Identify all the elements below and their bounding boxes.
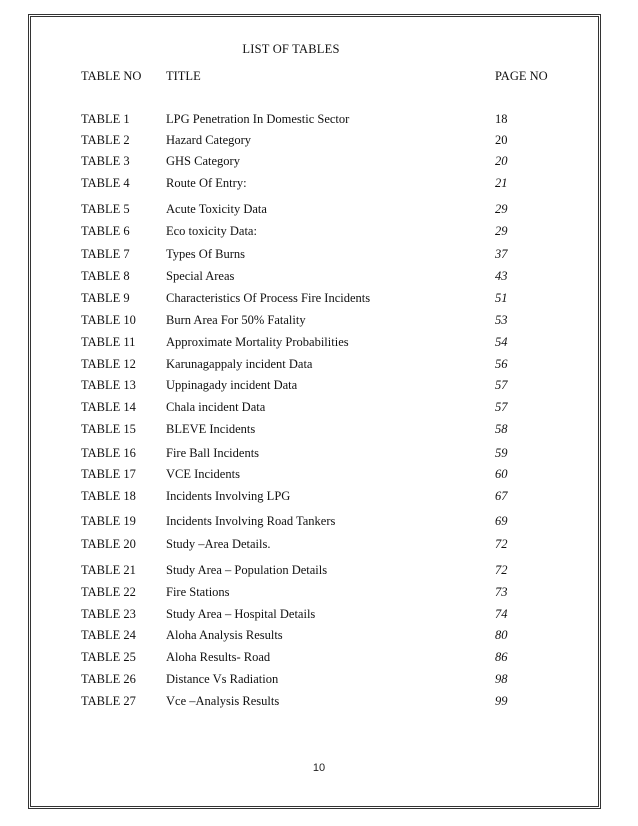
table-page-number: 43 bbox=[495, 269, 508, 283]
table-title: Fire Stations bbox=[166, 585, 230, 599]
table-number: TABLE 5 bbox=[81, 202, 130, 216]
table-page-number: 69 bbox=[495, 514, 508, 528]
table-title: Uppinagady incident Data bbox=[166, 378, 298, 392]
table-title: Hazard Category bbox=[166, 133, 252, 147]
table-row bbox=[0, 357, 638, 375]
table-row bbox=[0, 247, 638, 265]
table-row bbox=[0, 269, 638, 287]
table-row bbox=[0, 154, 638, 172]
page-heading: LIST OF TABLES bbox=[242, 42, 340, 56]
table-title: Aloha Results- Road bbox=[166, 650, 271, 664]
table-title: Study Area – Hospital Details bbox=[166, 607, 316, 621]
table-row bbox=[0, 291, 638, 309]
table-number: TABLE 15 bbox=[81, 422, 136, 436]
table-page-number: 67 bbox=[495, 489, 508, 503]
table-row bbox=[0, 133, 638, 151]
table-row bbox=[0, 378, 638, 396]
table-title: Acute Toxicity Data bbox=[166, 202, 267, 216]
table-page-number: 37 bbox=[495, 247, 508, 261]
table-title: Karunagappaly incident Data bbox=[166, 357, 313, 371]
table-title: Incidents Involving Road Tankers bbox=[166, 514, 336, 528]
table-row bbox=[0, 585, 638, 603]
table-row bbox=[0, 650, 638, 668]
table-number: TABLE 16 bbox=[81, 446, 136, 460]
table-row bbox=[0, 563, 638, 581]
table-page-number: 21 bbox=[495, 176, 508, 190]
table-page-number: 56 bbox=[495, 357, 508, 371]
table-page-number: 60 bbox=[495, 467, 508, 481]
table-page-number: 51 bbox=[495, 291, 508, 305]
table-number: TABLE 4 bbox=[81, 176, 130, 190]
table-row bbox=[0, 202, 638, 220]
table-number: TABLE 18 bbox=[81, 489, 136, 503]
table-page-number: 99 bbox=[495, 694, 508, 708]
table-title: Incidents Involving LPG bbox=[166, 489, 291, 503]
table-page-number: 86 bbox=[495, 650, 508, 664]
table-row bbox=[0, 400, 638, 418]
table-number: TABLE 27 bbox=[81, 694, 136, 708]
table-number: TABLE 17 bbox=[81, 467, 136, 481]
table-row bbox=[0, 112, 638, 130]
table-title: Distance Vs Radiation bbox=[166, 672, 279, 686]
table-number: TABLE 26 bbox=[81, 672, 136, 686]
table-title: Burn Area For 50% Fatality bbox=[166, 313, 306, 327]
table-page-number: 29 bbox=[495, 202, 508, 216]
table-number: TABLE 11 bbox=[81, 335, 136, 349]
table-title: LPG Penetration In Domestic Sector bbox=[166, 112, 350, 126]
table-number: TABLE 21 bbox=[81, 563, 136, 577]
table-title: Chala incident Data bbox=[166, 400, 266, 414]
table-page-number: 53 bbox=[495, 313, 508, 327]
table-page-number: 59 bbox=[495, 446, 508, 460]
column-header-row bbox=[0, 69, 638, 87]
table-number: TABLE 23 bbox=[81, 607, 136, 621]
table-number: TABLE 25 bbox=[81, 650, 136, 664]
table-page-number: 74 bbox=[495, 607, 508, 621]
table-row bbox=[0, 422, 638, 440]
table-title: Aloha Analysis Results bbox=[166, 628, 283, 642]
table-page-number: 58 bbox=[495, 422, 508, 436]
table-row bbox=[0, 313, 638, 331]
table-row bbox=[0, 694, 638, 712]
table-number: TABLE 7 bbox=[81, 247, 130, 261]
table-number: TABLE 3 bbox=[81, 154, 130, 168]
table-row bbox=[0, 446, 638, 464]
table-number: TABLE 6 bbox=[81, 224, 130, 238]
table-number: TABLE 22 bbox=[81, 585, 136, 599]
table-page-number: 20 bbox=[495, 133, 508, 147]
table-number: TABLE 12 bbox=[81, 357, 136, 371]
table-row bbox=[0, 628, 638, 646]
table-title: Study Area – Population Details bbox=[166, 563, 328, 577]
table-number: TABLE 1 bbox=[81, 112, 130, 126]
table-title: Types Of Burns bbox=[166, 247, 245, 261]
table-title: GHS Category bbox=[166, 154, 240, 168]
table-row bbox=[0, 489, 638, 507]
table-row bbox=[0, 335, 638, 353]
table-number: TABLE 14 bbox=[81, 400, 136, 414]
table-title: Study –Area Details. bbox=[166, 537, 271, 551]
table-row bbox=[0, 467, 638, 485]
table-number: TABLE 19 bbox=[81, 514, 136, 528]
table-row bbox=[0, 607, 638, 625]
table-page-number: 54 bbox=[495, 335, 508, 349]
table-row bbox=[0, 224, 638, 242]
table-title: Special Areas bbox=[166, 269, 235, 283]
table-number: TABLE 9 bbox=[81, 291, 130, 305]
table-page-number: 98 bbox=[495, 672, 508, 686]
column-header-title: TITLE bbox=[166, 69, 201, 83]
table-title: Vce –Analysis Results bbox=[166, 694, 280, 708]
table-number: TABLE 24 bbox=[81, 628, 136, 642]
table-number: TABLE 8 bbox=[81, 269, 130, 283]
table-number: TABLE 10 bbox=[81, 313, 136, 327]
table-page-number: 57 bbox=[495, 400, 508, 414]
table-number: TABLE 2 bbox=[81, 133, 130, 147]
table-number: TABLE 20 bbox=[81, 537, 136, 551]
column-header-table-no: TABLE NO bbox=[81, 69, 142, 83]
page-number: 10 bbox=[312, 762, 326, 774]
table-title: Fire Ball Incidents bbox=[166, 446, 260, 460]
table-number: TABLE 13 bbox=[81, 378, 136, 392]
table-page-number: 80 bbox=[495, 628, 508, 642]
table-title: VCE Incidents bbox=[166, 467, 240, 481]
table-page-number: 20 bbox=[495, 154, 508, 168]
column-header-page-no: PAGE NO bbox=[495, 69, 548, 83]
table-title: Eco toxicity Data: bbox=[166, 224, 257, 238]
table-page-number: 18 bbox=[495, 112, 508, 126]
table-title: BLEVE Incidents bbox=[166, 422, 256, 436]
table-title: Approximate Mortality Probabilities bbox=[166, 335, 349, 349]
table-title: Characteristics Of Process Fire Incidents bbox=[166, 291, 371, 305]
table-row bbox=[0, 672, 638, 690]
table-row bbox=[0, 514, 638, 532]
table-row bbox=[0, 176, 638, 194]
table-row bbox=[0, 537, 638, 555]
table-page-number: 57 bbox=[495, 378, 508, 392]
table-page-number: 73 bbox=[495, 585, 508, 599]
table-page-number: 29 bbox=[495, 224, 508, 238]
table-title: Route Of Entry: bbox=[166, 176, 247, 190]
table-page-number: 72 bbox=[495, 563, 508, 577]
table-page-number: 72 bbox=[495, 537, 508, 551]
